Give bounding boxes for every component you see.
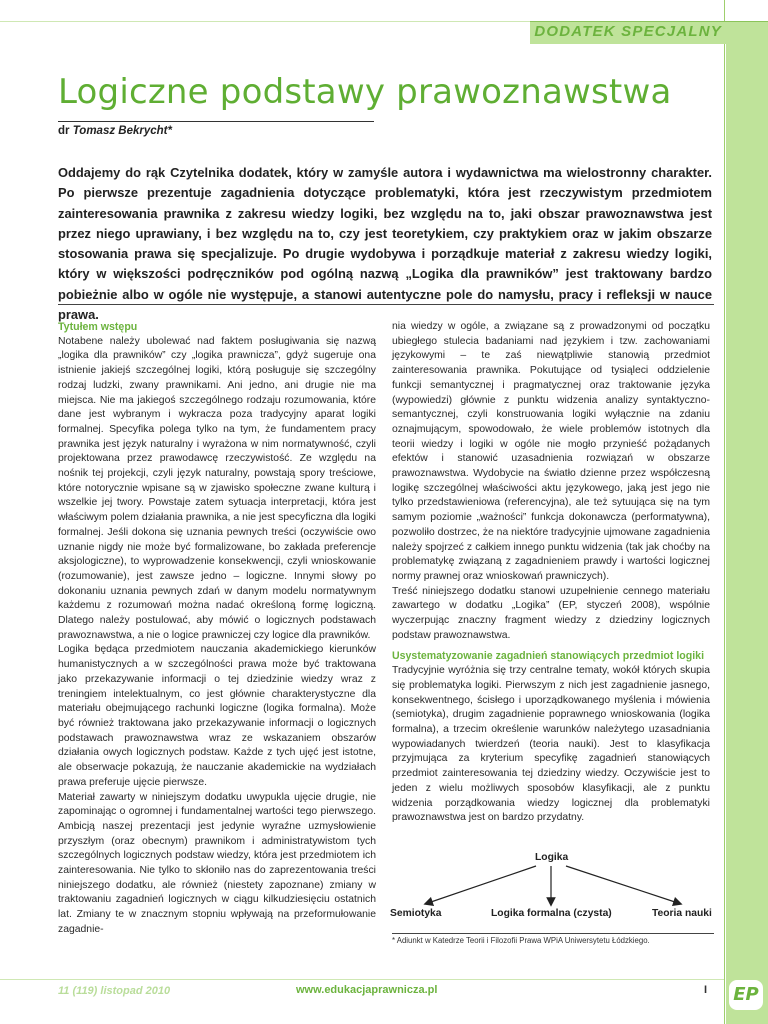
body-paragraph: Logika będąca przedmiotem nauczania akademickiego kierunków humanistycznych a w szczególności prawa może być traktowana jako przekazywanie informacji o tej dziedzinie wiedzy wraz z treningiem intelektualnym, co jest głównie charakterystyczne dla materiału obejmującego rachunki logiczne (logika formalna). Może być również traktowana jako przekazywanie informacji o logicznych podstawach prawoznawstwa wraz ze wskazaniem obszarów działania owych logicznych podstaw. Każde z tych ujęć jest istotne, ale obserwacje pokazują, że nauczanie akademickie na wydziałach prawa preferuje ujęcie pierwsze. <box>58 644 376 788</box>
footnote-rule <box>392 933 714 934</box>
footer-rule <box>0 979 724 980</box>
arrow-left <box>428 866 536 903</box>
body-paragraph: Treść niniejszego dodatku stanowi uzupełnienie cennego materiału zawartego w dodatku „Logika” (EP, styczeń 2008), wspólnie wyczerpując znaczny fragment wiedzy z dziedziny logicznych podstaw prawoznawstwa. <box>392 585 710 641</box>
footnote: * Adiunkt w Katedrze Teorii i Filozofii Prawa WPiA Uniwersytetu Łódzkiego. <box>392 936 650 945</box>
section-heading: Tytułem wstępu <box>58 321 138 333</box>
footer-url-link[interactable]: www.edukacjaprawnicza.pl <box>296 984 438 996</box>
body-paragraph: Tradycyjnie wyróżnia się trzy centralne tematy, wokół których skupia się problematyka logiki. Pierwszym z nich jest zagadnienie jasnego, konsekwentnego, ścisłego i uporządkowanego myślenia i mówienia (semiotyka), drugim zagadnienie poprawnego wnioskowania (logika formalna), a trzecim określenie warunków należytego uzasadniania wypowiadanych twierdzeń (teoria nauki). Jest to klasyfikacja przyjmująca za kryterium specyfikę zagadnień stanowiących przedmiot zainteresowania tej dziedziny wiedzy. Oczywiście jest to jeden z wielu możliwych sposobów klasyfikacji, ale z punktu widzenia porządkowania wiedzy logicznej dla problematyki prawoznawstwa jest on bardzo przydatny. <box>392 665 710 824</box>
ep-logo: EP <box>729 980 763 1010</box>
diagram-node-logika: Logika <box>535 852 569 863</box>
diagram-node-semiotyka: Semiotyka <box>390 908 442 919</box>
diagram-node-teoria-nauki: Teoria nauki <box>652 908 712 919</box>
author-prefix: dr <box>58 125 70 137</box>
body-paragraph: Materiał zawarty w niniejszym dodatku uwypukla ujęcie drugie, nie zapominając o ogromnej i fundamentalnej wartości tego pierwszego. Ambicją naszej prezentacji jest jedynie wyraźne uzmysłowienie przyszłym (oraz obecnym) prawnikom i administratywistom tych szczególnych logicznych podstaw wiedzy, która jest przedmiotem ich zainteresowania. Nie tylko to skłoniło nas do zaprezentowania treści niniejszego dodatku, ale również (niestety zapoznane) zmiany w traktowaniu zagadnień logicznych w ciągu kilkudziesięciu ostatnich lat. Zmiany te w znacznym stopniu wpływają na przeformułowanie zagadnie- <box>58 791 376 935</box>
section-header-bar <box>530 21 768 44</box>
diagram-node-logika-formalna: Logika formalna (czysta) <box>491 908 612 919</box>
side-band <box>726 44 768 1024</box>
section-label: DODATEK SPECJALNY <box>534 23 722 40</box>
column-left <box>58 320 376 938</box>
footer-issue: 11 (119) listopad 2010 <box>58 985 171 997</box>
page-number: I <box>704 984 708 996</box>
arrow-right <box>566 866 678 903</box>
author-line <box>58 125 172 137</box>
body-paragraph: nia wiedzy w ogóle, a związane są z prowadzonymi od początku ubiegłego stulecia badaniami nad językiem i tzw. zachowaniami językowymi – te zaś niewątpliwie stanowią przedmiot zainteresowania prawnika. Pokutujące od tysiąleci oddzielenie funkcji semantycznej i pragmatycznej oraz traktowanie języka (wypowiedzi) głównie z punktu widzenia analizy syntaktyczno-semantycznej, czyli konstruowania logiki wyłącznie na zdaniu oznajmującym, spowodowało, że wiele problemów istotnych dla teorii wiedzy i logiki w ogóle nie mogło przynieść pożądanych efektów i stanowić uzasadnienia rozwiązań w obszarze prawoznawstwa. Wydobycie na światło dzienne przez współczesną logikę szczególnej właściwości aktu językowego, jaką jest jego nie tylko przedstawieniowa (referencyjna), ale też sytuująca się na tym samym poziomie „ważności” funkcja dokonawcza (performatywna), pozwoliło dostrzec, że na niektóre tradycyjnie ujmowane zagadnienia należy spojrzeć z całkiem innego punktu widzenia (tak jak choćby na problematykę związaną z zagadnieniem prawdy i wartości logicznej normy prawnej oraz wnioskowań prawniczych). <box>392 321 710 582</box>
lead-paragraph: Oddajemy do rąk Czytelnika dodatek, który w zamyśle autora i wydawnictwa ma wielostronny charakter. Po pierwsze prezentuje zagadnienia dotyczące problematyki, która jest rzeczywistym przedmiotem zainteresowania prawnika z zakresu wiedzy logiki, bez względu na to, jaki obszar prawoznawstwa jest przez niego uprawiany, i bez względu na to, czy jest teoretykiem, czy praktykiem oraz w jakim obszarze stosowania prawa się specjalizuje. Po drugie wydobywa i porządkuje materiał z zakresu wiedzy logiki, który w większości podręczników pod ogólną nazwą „Logika dla prawników” jest traktowany bardzo pobieżnie albo w ogóle nie występuje, a stanowi autentyczne pole do namysłu, pracy i refleksji w nauce prawa. <box>58 165 712 323</box>
column-right <box>392 320 710 826</box>
title-rule <box>58 121 374 122</box>
lead-rule <box>58 304 714 305</box>
margin-line <box>724 0 725 1024</box>
section-heading: Usystematyzowanie zagadnień stanowiących przedmiot logiki <box>392 650 705 663</box>
logic-classification-diagram <box>388 848 718 928</box>
author-name: Tomasz Bekrycht* <box>72 125 172 137</box>
body-paragraph: Notabene należy ubolewać nad faktem posługiwania się nazwą „logika dla prawników” czy „logika prawnicza”, gdyż sugeruje ona istnienie jakiejś szczególnej logiki, którą posługuje się szczególny rodzaj ludzki, zwany prawnikami. Ani jedno, ani drugie nie ma miejsca. Nie ma jakiegoś szczególnego rodzaju rozumowania, które dane jest wybranym i wykracza poza tradycyjny aparat logiki formalnej. Specyfika polega tylko na tym, że fundamentem pracy prawnika jest język naturalny i wyrażona w nim normatywność, czyli projektowana przez prawodawcę rzeczywistość. Ze względu na nośnik tej projekcji, czyli język naturalny, powstają spory treściowe, które notorycznie wpisane są w zjawisko społeczne zwane kulturą i wszelkie jej twory. Powstaje zatem sytuacja interpretacji, która jest właściwym polem działania prawnika, a nie jest specyficzna dla logiki formalnej. Jeśli dokona się uznania pewnych treści (oczywiście owo uznanie nigdy nie może być formalizowane, bo zakłada preferencje aksjologiczne), to wyprowadzenie konsekwencji, czyli wnioskowanie (rozumowanie), jest zawsze jedno – logiczne. Innymi słowy po dokonaniu uznania pewnych zdań w danym modelu normatywnym każdemu z rozumowań można nadać określoną formę logiczną. Dlatego należy postulować, aby mówić o logicznych podstawach prawoznawstwa, a nie o logice prawniczej czy logice dla prawników. <box>58 335 376 641</box>
top-rule <box>0 21 530 22</box>
article-title: Logiczne podstawy prawoznawstwa <box>58 72 672 112</box>
